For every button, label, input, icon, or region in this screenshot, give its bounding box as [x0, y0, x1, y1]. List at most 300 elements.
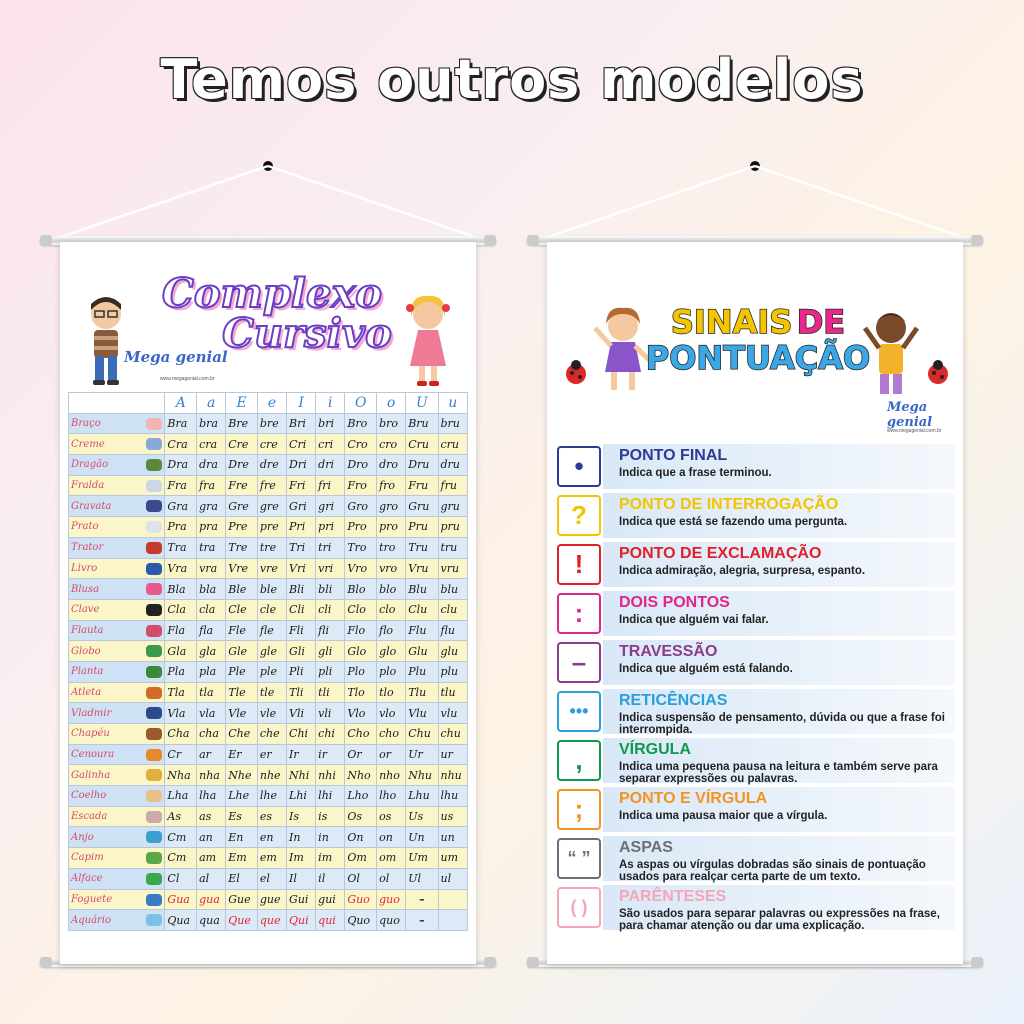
syllable-cell: gli — [316, 641, 345, 662]
syllable-cell: Fra — [165, 475, 197, 496]
syllable-cell: Gla — [165, 641, 197, 662]
syllable-cell: ur — [438, 744, 468, 765]
header-letter: I — [287, 393, 316, 414]
syllable-cell: lhu — [438, 786, 468, 807]
syllable-cell: qui — [316, 910, 345, 931]
row-picture-icon — [146, 914, 162, 926]
syllable-cell: ble — [257, 579, 286, 600]
syllable-cell: Clu — [406, 599, 438, 620]
syllable-cell: tro — [377, 537, 406, 558]
syllable-cell: is — [316, 806, 345, 827]
syllable-cell: guo — [377, 889, 406, 910]
syllable-cell: Em — [226, 848, 258, 869]
table-row — [69, 517, 468, 538]
punctuation-symbol-icon: – — [557, 642, 601, 683]
syllable-cell: Vlu — [406, 703, 438, 724]
syllable-cell: or — [377, 744, 406, 765]
table-row — [69, 703, 468, 724]
syllable-cell: pru — [438, 517, 468, 538]
syllable-cell: Flo — [345, 620, 377, 641]
syllable-cell: vro — [377, 558, 406, 579]
syllable-cell: cla — [197, 599, 226, 620]
punctuation-item — [555, 687, 955, 736]
syllable-cell: cli — [316, 599, 345, 620]
punctuation-symbol-icon: • — [557, 446, 601, 487]
syllable-cell: dre — [257, 455, 286, 476]
syllable-cell: Cha — [165, 724, 197, 745]
syllable-cell: Om — [345, 848, 377, 869]
table-row — [69, 806, 468, 827]
table-row — [69, 724, 468, 745]
row-word-label: Braço — [71, 418, 101, 430]
syllable-cell: vlo — [377, 703, 406, 724]
syllable-cell: gru — [438, 496, 468, 517]
row-picture-icon — [146, 625, 162, 637]
syllable-cell: Vra — [165, 558, 197, 579]
punctuation-item — [555, 589, 955, 638]
syllable-cell: lho — [377, 786, 406, 807]
syllable-cell: Tlu — [406, 682, 438, 703]
syllable-cell: Bru — [406, 413, 438, 434]
syllable-cell: Bla — [165, 579, 197, 600]
syllable-cell: ir — [316, 744, 345, 765]
row-word — [69, 765, 165, 786]
boy-cheering-illustration — [859, 306, 923, 402]
syllable-cell: Tru — [406, 537, 438, 558]
syllable-cell: us — [438, 806, 468, 827]
syllable-cell: En — [226, 827, 258, 848]
syllable-cell: Bli — [287, 579, 316, 600]
row-word-label: Planta — [71, 666, 104, 678]
syllable-cell: Fri — [287, 475, 316, 496]
syllable-cell: Tra — [165, 537, 197, 558]
syllable-cell: im — [316, 848, 345, 869]
punctuation-item — [555, 491, 955, 540]
row-picture-icon — [146, 418, 162, 430]
row-word-label: Globo — [71, 645, 101, 657]
syllable-cell: vlu — [438, 703, 468, 724]
syllable-cell: bla — [197, 579, 226, 600]
syllable-cell: lha — [197, 786, 226, 807]
row-word-label: Anjo — [71, 831, 94, 843]
row-word — [69, 786, 165, 807]
syllable-cell: glu — [438, 641, 468, 662]
syllable-cell: que — [257, 910, 286, 931]
row-word — [69, 848, 165, 869]
syllable-cell: bri — [316, 413, 345, 434]
row-word — [69, 641, 165, 662]
syllable-cell: – — [406, 910, 438, 931]
row-word — [69, 496, 165, 517]
syllable-cell: plu — [438, 661, 468, 682]
row-word-label: Foguete — [71, 893, 113, 905]
syllable-cell: Un — [406, 827, 438, 848]
syllable-cell: il — [316, 868, 345, 889]
row-word — [69, 620, 165, 641]
syllable-cell: os — [377, 806, 406, 827]
punctuation-name: TRAVESSÃO — [619, 643, 718, 660]
punctuation-description: Indica suspensão de pensamento, dúvida ou que a frase foi interrompida. — [619, 712, 945, 736]
syllable-cell: Bri — [287, 413, 316, 434]
syllable-cell: Plu — [406, 661, 438, 682]
syllable-cell: Im — [287, 848, 316, 869]
syllable-cell: Vru — [406, 558, 438, 579]
syllable-cell: dra — [197, 455, 226, 476]
row-picture-icon — [146, 459, 162, 471]
table-row — [69, 496, 468, 517]
row-word-label: Prato — [71, 521, 99, 533]
syllable-cell: Dre — [226, 455, 258, 476]
syllable-cell: Tla — [165, 682, 197, 703]
syllable-cell: gle — [257, 641, 286, 662]
syllable-cell: Pla — [165, 661, 197, 682]
header-blank — [69, 393, 165, 414]
ladybug-left-icon — [563, 360, 589, 386]
syllable-cell: Vro — [345, 558, 377, 579]
row-word — [69, 868, 165, 889]
syllable-cell: Gre — [226, 496, 258, 517]
syllable-cell: Us — [406, 806, 438, 827]
syllable-cell: Pli — [287, 661, 316, 682]
syllable-cell: Qua — [165, 910, 197, 931]
syllable-cell: Vli — [287, 703, 316, 724]
syllable-cell: am — [197, 848, 226, 869]
header-letter: u — [438, 393, 468, 414]
syllable-cell: Dro — [345, 455, 377, 476]
syllable-cell: In — [287, 827, 316, 848]
punctuation-description: Indica que alguém está falando. — [619, 663, 793, 675]
syllable-cell: tru — [438, 537, 468, 558]
syllable-cell: Gru — [406, 496, 438, 517]
syllable-cell: Tle — [226, 682, 258, 703]
row-picture-icon — [146, 521, 162, 533]
row-word — [69, 806, 165, 827]
syllable-cell: Tlo — [345, 682, 377, 703]
table-row — [69, 868, 468, 889]
syllable-cell: Fre — [226, 475, 258, 496]
title-cursivo: Cursivo — [222, 310, 392, 357]
row-picture-icon — [146, 894, 162, 906]
row-picture-icon — [146, 542, 162, 554]
syllable-cell: Guo — [345, 889, 377, 910]
row-picture-icon — [146, 645, 162, 657]
syllable-cell: Chi — [287, 724, 316, 745]
syllable-cell: Is — [287, 806, 316, 827]
brand-url: www.megagenial.com.br — [887, 428, 942, 434]
punctuation-description: Indica uma pausa maior que a vírgula. — [619, 810, 828, 822]
syllable-cell: Bra — [165, 413, 197, 434]
row-picture-icon — [146, 687, 162, 699]
syllable-cell: pli — [316, 661, 345, 682]
punctuation-description: Indica admiração, alegria, surpresa, espanto. — [619, 565, 866, 577]
row-picture-icon — [146, 666, 162, 678]
syllable-cell: Cho — [345, 724, 377, 745]
header-letter: O — [345, 393, 377, 414]
syllable-cell: em — [257, 848, 286, 869]
row-picture-icon — [146, 438, 162, 450]
syllable-cell: Ol — [345, 868, 377, 889]
syllable-cell: gra — [197, 496, 226, 517]
syllable-cell: Blu — [406, 579, 438, 600]
syllable-cell: Vre — [226, 558, 258, 579]
syllable-cell: er — [257, 744, 286, 765]
syllable-cell: flu — [438, 620, 468, 641]
row-word-label: Aquário — [71, 914, 112, 926]
syllable-cell: in — [316, 827, 345, 848]
punctuation-symbol-icon: “ ” — [557, 838, 601, 879]
syllable-cell: Cra — [165, 434, 197, 455]
row-word — [69, 413, 165, 434]
syllable-cell: Que — [226, 910, 258, 931]
title-word-sinais: SINAIS — [670, 303, 793, 341]
syllable-cell: Tli — [287, 682, 316, 703]
syllable-cell: Tro — [345, 537, 377, 558]
punctuation-list — [555, 442, 955, 932]
syllable-cell: Gli — [287, 641, 316, 662]
syllable-cell: tle — [257, 682, 286, 703]
syllable-cell: Fli — [287, 620, 316, 641]
syllable-cell: Lhu — [406, 786, 438, 807]
syllable-cell: Lho — [345, 786, 377, 807]
row-word-label: Clave — [71, 604, 100, 616]
syllable-cell: Qui — [287, 910, 316, 931]
syllable-cell: Flu — [406, 620, 438, 641]
syllable-cell: fre — [257, 475, 286, 496]
syllable-cell: Bre — [226, 413, 258, 434]
table-row — [69, 579, 468, 600]
punctuation-name: PONTO DE INTERROGAÇÃO — [619, 496, 839, 513]
row-word-label: Coelho — [71, 790, 107, 802]
syllable-cell: an — [197, 827, 226, 848]
row-word — [69, 537, 165, 558]
row-word-label: Fralda — [71, 480, 105, 492]
syllable-cell: pra — [197, 517, 226, 538]
syllable-cell: gui — [316, 889, 345, 910]
header-letter: A — [165, 393, 197, 414]
row-word — [69, 558, 165, 579]
punctuation-description: Indica que a frase terminou. — [619, 467, 772, 479]
table-row — [69, 641, 468, 662]
header-letter: i — [316, 393, 345, 414]
row-picture-icon — [146, 480, 162, 492]
syllable-cell — [438, 910, 468, 931]
syllable-cell: nhe — [257, 765, 286, 786]
syllable-cell: Tre — [226, 537, 258, 558]
table-row — [69, 475, 468, 496]
syllable-cell: Dri — [287, 455, 316, 476]
syllable-cell: gre — [257, 496, 286, 517]
syllable-cell: Che — [226, 724, 258, 745]
syllable-cell: ol — [377, 868, 406, 889]
syllable-cell: clo — [377, 599, 406, 620]
punctuation-item — [555, 785, 955, 834]
header-letter: o — [377, 393, 406, 414]
syllable-cell: cro — [377, 434, 406, 455]
syllable-cell: chi — [316, 724, 345, 745]
syllable-cell: Es — [226, 806, 258, 827]
syllable-cell: dru — [438, 455, 468, 476]
syllable-cell: Dru — [406, 455, 438, 476]
table-row — [69, 413, 468, 434]
row-word-label: Vladmir — [71, 707, 112, 719]
row-picture-icon — [146, 749, 162, 761]
syllable-cell: nhu — [438, 765, 468, 786]
syllable-cell: Clo — [345, 599, 377, 620]
syllable-cell: Pre — [226, 517, 258, 538]
syllable-cell: Vle — [226, 703, 258, 724]
syllable-cell: tlo — [377, 682, 406, 703]
syllable-cell: nhi — [316, 765, 345, 786]
syllable-cell: Pri — [287, 517, 316, 538]
punctuation-item — [555, 540, 955, 589]
row-word-label: Creme — [71, 438, 105, 450]
row-word — [69, 434, 165, 455]
syllable-cell: dro — [377, 455, 406, 476]
syllable-cell: Fle — [226, 620, 258, 641]
syllable-cell: en — [257, 827, 286, 848]
syllable-cell: Lhi — [287, 786, 316, 807]
row-word — [69, 455, 165, 476]
row-word-label: Livro — [71, 562, 98, 574]
syllable-cell: Cm — [165, 848, 197, 869]
punctuation-name: DOIS PONTOS — [619, 594, 730, 611]
syllable-cell: Pru — [406, 517, 438, 538]
brand-logo: Mega genial — [887, 400, 933, 430]
syllable-cell: Tri — [287, 537, 316, 558]
syllable-cell: dri — [316, 455, 345, 476]
syllable-cell: Bro — [345, 413, 377, 434]
syllable-cell: tre — [257, 537, 286, 558]
punctuation-description: Indica uma pequena pausa na leitura e também serve para separar expressões ou palavras. — [619, 761, 938, 785]
ladybug-right-icon — [925, 360, 951, 386]
punctuation-symbol-icon: , — [557, 740, 601, 781]
row-word — [69, 827, 165, 848]
syllable-cell: clu — [438, 599, 468, 620]
syllable-cell: On — [345, 827, 377, 848]
punctuation-name: RETICÊNCIAS — [619, 692, 728, 709]
table-row — [69, 558, 468, 579]
syllable-cell: fri — [316, 475, 345, 496]
syllable-cell: Cro — [345, 434, 377, 455]
punctuation-item — [555, 442, 955, 491]
header-letter: E — [226, 393, 258, 414]
syllable-cell: tra — [197, 537, 226, 558]
syllable-cell: Ir — [287, 744, 316, 765]
table-row — [69, 744, 468, 765]
syllable-cell: cha — [197, 724, 226, 745]
table-row — [69, 827, 468, 848]
syllable-cell: ple — [257, 661, 286, 682]
syllable-cell: cle — [257, 599, 286, 620]
syllable-cell: Cru — [406, 434, 438, 455]
syllable-cell: cri — [316, 434, 345, 455]
row-picture-icon — [146, 852, 162, 864]
table-row — [69, 620, 468, 641]
punctuation-item — [555, 834, 955, 883]
syllable-cell: Cre — [226, 434, 258, 455]
syllable-cell: chu — [438, 724, 468, 745]
syllable-cell: um — [438, 848, 468, 869]
punctuation-description: Indica que está se fazendo uma pergunta. — [619, 516, 848, 528]
syllable-cell: Il — [287, 868, 316, 889]
syllable-cell: un — [438, 827, 468, 848]
syllable-cell: Pro — [345, 517, 377, 538]
syllable-cell: quo — [377, 910, 406, 931]
syllable-cell: Lha — [165, 786, 197, 807]
syllable-cell: Cri — [287, 434, 316, 455]
punctuation-symbol-icon: ? — [557, 495, 601, 536]
row-word-label: Alface — [71, 873, 103, 885]
row-word-label: Blusa — [71, 583, 100, 595]
row-picture-icon — [146, 873, 162, 885]
syllable-cell: Dra — [165, 455, 197, 476]
syllable-cell: che — [257, 724, 286, 745]
row-word — [69, 744, 165, 765]
syllable-cell: bru — [438, 413, 468, 434]
row-word — [69, 682, 165, 703]
title-word-de: DE — [796, 303, 846, 341]
syllable-cell: al — [197, 868, 226, 889]
title-word-pontuacao: PONTUAÇÃO — [645, 339, 871, 377]
syllable-cell: tli — [316, 682, 345, 703]
table-row — [69, 537, 468, 558]
row-picture-icon — [146, 563, 162, 575]
punctuation-name: PONTO DE EXCLAMAÇÃO — [619, 545, 822, 562]
syllable-cell: vla — [197, 703, 226, 724]
syllable-cell: om — [377, 848, 406, 869]
syllable-cell: fli — [316, 620, 345, 641]
syllable-cell: bro — [377, 413, 406, 434]
table-row — [69, 661, 468, 682]
headline: Temos outros modelos — [160, 48, 864, 111]
syllable-cell: Gri — [287, 496, 316, 517]
syllable-cell: as — [197, 806, 226, 827]
syllable-header-row — [69, 393, 468, 414]
header-letter: e — [257, 393, 286, 414]
table-row — [69, 455, 468, 476]
syllable-cell: Um — [406, 848, 438, 869]
syllable-cell: – — [406, 889, 438, 910]
syllable-cell: El — [226, 868, 258, 889]
row-picture-icon — [146, 831, 162, 843]
header-letter: U — [406, 393, 438, 414]
brand-url: www.megagenial.com.br — [160, 376, 215, 382]
syllable-cell: gro — [377, 496, 406, 517]
row-word-label: Trator — [71, 542, 104, 554]
syllable-cell: Cm — [165, 827, 197, 848]
syllable-cell: ul — [438, 868, 468, 889]
table-row — [69, 889, 468, 910]
title-complexo: Complexo — [162, 270, 382, 317]
syllable-cell: Fro — [345, 475, 377, 496]
punctuation-name: PONTO FINAL — [619, 447, 728, 464]
syllable-cell: glo — [377, 641, 406, 662]
table-row — [69, 848, 468, 869]
syllable-cell: Vla — [165, 703, 197, 724]
syllable-cell: Blo — [345, 579, 377, 600]
boy-illustration — [78, 294, 134, 390]
syllable-cell: Glo — [345, 641, 377, 662]
syllable-cell: Nhu — [406, 765, 438, 786]
punctuation-name: VÍRGULA — [619, 741, 691, 758]
girl-illustration — [400, 294, 456, 390]
row-word-label: Escada — [71, 811, 108, 823]
syllable-cell: plo — [377, 661, 406, 682]
row-picture-icon — [146, 728, 162, 740]
table-row — [69, 682, 468, 703]
row-picture-icon — [146, 583, 162, 595]
syllable-cell: es — [257, 806, 286, 827]
